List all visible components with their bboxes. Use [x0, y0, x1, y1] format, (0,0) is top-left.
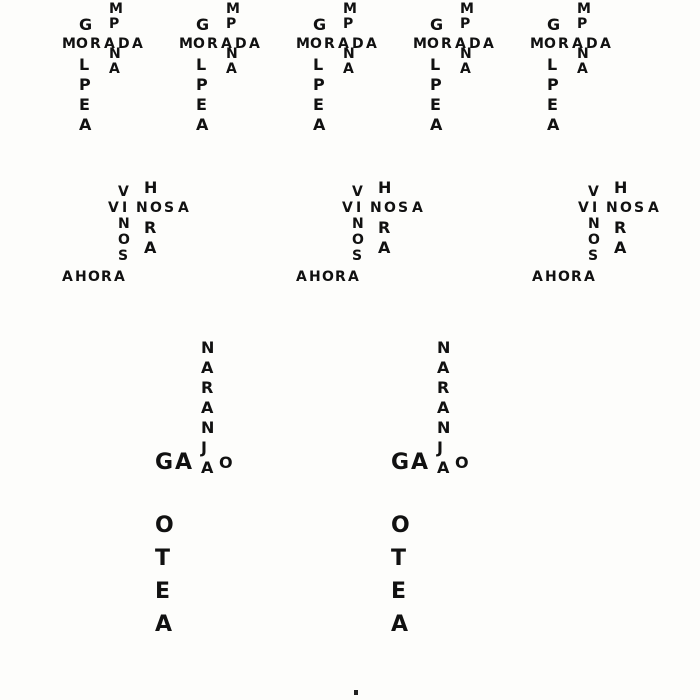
- word-vinos-letter: V: [118, 184, 129, 200]
- word-morada-letter: M: [413, 36, 427, 52]
- word-morada-letter: M: [530, 36, 544, 52]
- word-naranja-letter: J: [201, 438, 207, 457]
- word-morada-letter: D: [352, 36, 364, 52]
- word-golpea-letter: G: [79, 15, 93, 34]
- word-mpana-letter: P: [460, 16, 471, 32]
- word-morada-letter: A: [572, 36, 583, 52]
- word-golpea-letter: P: [547, 75, 559, 94]
- word-morada-letter: A: [366, 36, 377, 52]
- word-morada-letter: M: [62, 36, 76, 52]
- word-golpea-letter: G: [430, 15, 444, 34]
- word-vinos-letter: O: [588, 232, 600, 248]
- word-morada-letter: D: [586, 36, 598, 52]
- word-gotea-letter: O: [391, 513, 410, 538]
- word-gotea-letter: E: [391, 579, 407, 604]
- word-ahora-letter: R: [335, 269, 346, 285]
- word-golpea-letter: P: [196, 75, 208, 94]
- word-vinosa-letter: O: [150, 200, 162, 216]
- word-vinos-letter: S: [588, 248, 599, 264]
- word-mpana-letter: N: [460, 46, 472, 62]
- word-naranja-letter: N: [437, 418, 451, 437]
- word-morada-letter: O: [193, 36, 205, 52]
- word-naranja-letter: A: [437, 358, 450, 377]
- word-mpana-letter: N: [109, 46, 121, 62]
- word-naranja-letter: N: [201, 338, 215, 357]
- word-morada-letter: A: [249, 36, 260, 52]
- word-mpana-letter: P: [577, 16, 588, 32]
- word-morada-letter: O: [310, 36, 322, 52]
- word-golpea-letter: E: [313, 95, 324, 114]
- word-morada-letter: A: [600, 36, 611, 52]
- word-vinosa-letter: O: [384, 200, 396, 216]
- word-vinos-letter: O: [118, 232, 130, 248]
- word-mpana-letter: A: [577, 61, 588, 77]
- word-morada-letter: R: [324, 36, 335, 52]
- word-naranja-letter: A: [201, 458, 214, 477]
- word-morada-letter: R: [558, 36, 569, 52]
- word-morada-letter: O: [544, 36, 556, 52]
- word-gajo-letter: A: [411, 450, 429, 475]
- word-naranja-letter: N: [201, 418, 215, 437]
- word-ahora-letter: O: [322, 269, 334, 285]
- word-mpana-letter: P: [109, 16, 120, 32]
- word-morada-letter: O: [76, 36, 88, 52]
- word-vinosa-letter: S: [164, 200, 175, 216]
- word-gajo-letter: G: [391, 450, 410, 475]
- word-vinos-letter: N: [352, 216, 364, 232]
- word-vinos-letter: V: [352, 184, 363, 200]
- word-golpea-letter: E: [547, 95, 558, 114]
- word-gajo-end-letter: O: [455, 453, 469, 472]
- word-ahora-letter: A: [584, 269, 595, 285]
- word-hora-letter: R: [144, 218, 157, 237]
- word-mpana-letter: M: [460, 1, 474, 17]
- word-mpana-letter: N: [343, 46, 355, 62]
- word-ahora-letter: H: [545, 269, 557, 285]
- word-vinosa-letter: I: [122, 200, 128, 216]
- word-morada-letter: A: [338, 36, 349, 52]
- word-vinos-letter: O: [352, 232, 364, 248]
- word-vinos-letter: S: [118, 248, 129, 264]
- word-morada-letter: A: [221, 36, 232, 52]
- word-morada-letter: M: [296, 36, 310, 52]
- word-naranja-letter: N: [437, 338, 451, 357]
- word-vinos-letter: V: [588, 184, 599, 200]
- word-morada-letter: D: [469, 36, 481, 52]
- word-morada-letter: O: [427, 36, 439, 52]
- word-mpana-letter: N: [226, 46, 238, 62]
- word-ahora-letter: R: [101, 269, 112, 285]
- word-golpea-letter: A: [313, 115, 326, 134]
- word-vinosa-letter: A: [178, 200, 189, 216]
- word-golpea-letter: L: [79, 55, 90, 74]
- word-naranja-letter: A: [201, 398, 214, 417]
- word-naranja-letter: A: [437, 458, 450, 477]
- word-hora-letter: A: [614, 238, 627, 257]
- word-golpea-letter: A: [547, 115, 560, 134]
- word-ahora-letter: A: [114, 269, 125, 285]
- word-gotea-letter: E: [155, 579, 171, 604]
- word-golpea-letter: E: [79, 95, 90, 114]
- word-naranja-letter: A: [201, 358, 214, 377]
- word-vinosa-letter: V: [578, 200, 589, 216]
- word-ahora-letter: A: [348, 269, 359, 285]
- word-vinos-letter: N: [118, 216, 130, 232]
- word-golpea-letter: P: [79, 75, 91, 94]
- word-morada-letter: D: [235, 36, 247, 52]
- word-golpea-letter: P: [430, 75, 442, 94]
- word-morada-letter: M: [179, 36, 193, 52]
- word-vinosa-letter: N: [606, 200, 618, 216]
- word-mpana-letter: M: [109, 1, 123, 17]
- word-hora-letter: H: [378, 178, 392, 197]
- word-golpea-letter: L: [430, 55, 441, 74]
- word-naranja-letter: R: [201, 378, 214, 397]
- word-morada-letter: A: [455, 36, 466, 52]
- word-gotea-letter: A: [391, 612, 409, 637]
- word-golpea-letter: G: [313, 15, 327, 34]
- word-gotea-letter: T: [391, 546, 407, 571]
- word-gajo-letter: G: [155, 450, 174, 475]
- word-golpea-letter: A: [79, 115, 92, 134]
- word-ahora-letter: H: [75, 269, 87, 285]
- word-vinosa-letter: S: [398, 200, 409, 216]
- word-hora-letter: R: [614, 218, 627, 237]
- word-naranja-letter: A: [437, 398, 450, 417]
- word-morada-letter: R: [441, 36, 452, 52]
- word-hora-letter: A: [378, 238, 391, 257]
- word-morada-letter: R: [207, 36, 218, 52]
- word-golpea-letter: L: [547, 55, 558, 74]
- word-ahora-letter: O: [558, 269, 570, 285]
- word-vinos-letter: N: [588, 216, 600, 232]
- word-morada-letter: A: [104, 36, 115, 52]
- word-gajo-end-letter: O: [219, 453, 233, 472]
- word-golpea-letter: G: [547, 15, 561, 34]
- word-ahora-letter: A: [296, 269, 307, 285]
- word-mpana-letter: A: [109, 61, 120, 77]
- word-vinosa-letter: N: [136, 200, 148, 216]
- word-ahora-letter: R: [571, 269, 582, 285]
- word-hora-letter: R: [378, 218, 391, 237]
- word-mpana-letter: P: [226, 16, 237, 32]
- word-vinosa-letter: S: [634, 200, 645, 216]
- word-morada-letter: A: [483, 36, 494, 52]
- word-vinos-letter: S: [352, 248, 363, 264]
- word-mpana-letter: A: [226, 61, 237, 77]
- word-ahora-letter: H: [309, 269, 321, 285]
- word-golpea-letter: A: [196, 115, 209, 134]
- word-golpea-letter: A: [430, 115, 443, 134]
- word-naranja-letter: R: [437, 378, 450, 397]
- word-vinosa-letter: A: [412, 200, 423, 216]
- word-vinosa-letter: I: [592, 200, 598, 216]
- word-golpea-letter: E: [196, 95, 207, 114]
- word-ahora-letter: A: [532, 269, 543, 285]
- word-mpana-letter: P: [343, 16, 354, 32]
- word-golpea-letter: L: [313, 55, 324, 74]
- word-hora-letter: H: [144, 178, 158, 197]
- page-mark: [354, 690, 358, 695]
- word-gotea-letter: T: [155, 546, 171, 571]
- word-vinosa-letter: V: [108, 200, 119, 216]
- word-hora-letter: H: [614, 178, 628, 197]
- word-ahora-letter: O: [88, 269, 100, 285]
- word-golpea-letter: E: [430, 95, 441, 114]
- word-mpana-letter: N: [577, 46, 589, 62]
- word-mpana-letter: A: [343, 61, 354, 77]
- word-ahora-letter: A: [62, 269, 73, 285]
- word-naranja-letter: J: [437, 438, 443, 457]
- word-golpea-letter: G: [196, 15, 210, 34]
- word-vinosa-letter: V: [342, 200, 353, 216]
- word-vinosa-letter: I: [356, 200, 362, 216]
- word-morada-letter: D: [118, 36, 130, 52]
- word-mpana-letter: M: [226, 1, 240, 17]
- word-gotea-letter: A: [155, 612, 173, 637]
- word-golpea-letter: P: [313, 75, 325, 94]
- word-morada-letter: R: [90, 36, 101, 52]
- word-vinosa-letter: O: [620, 200, 632, 216]
- word-vinosa-letter: N: [370, 200, 382, 216]
- word-vinosa-letter: A: [648, 200, 659, 216]
- word-mpana-letter: M: [343, 1, 357, 17]
- word-mpana-letter: M: [577, 1, 591, 17]
- word-golpea-letter: L: [196, 55, 207, 74]
- word-morada-letter: A: [132, 36, 143, 52]
- word-gajo-letter: A: [175, 450, 193, 475]
- word-gotea-letter: O: [155, 513, 174, 538]
- word-mpana-letter: A: [460, 61, 471, 77]
- word-hora-letter: A: [144, 238, 157, 257]
